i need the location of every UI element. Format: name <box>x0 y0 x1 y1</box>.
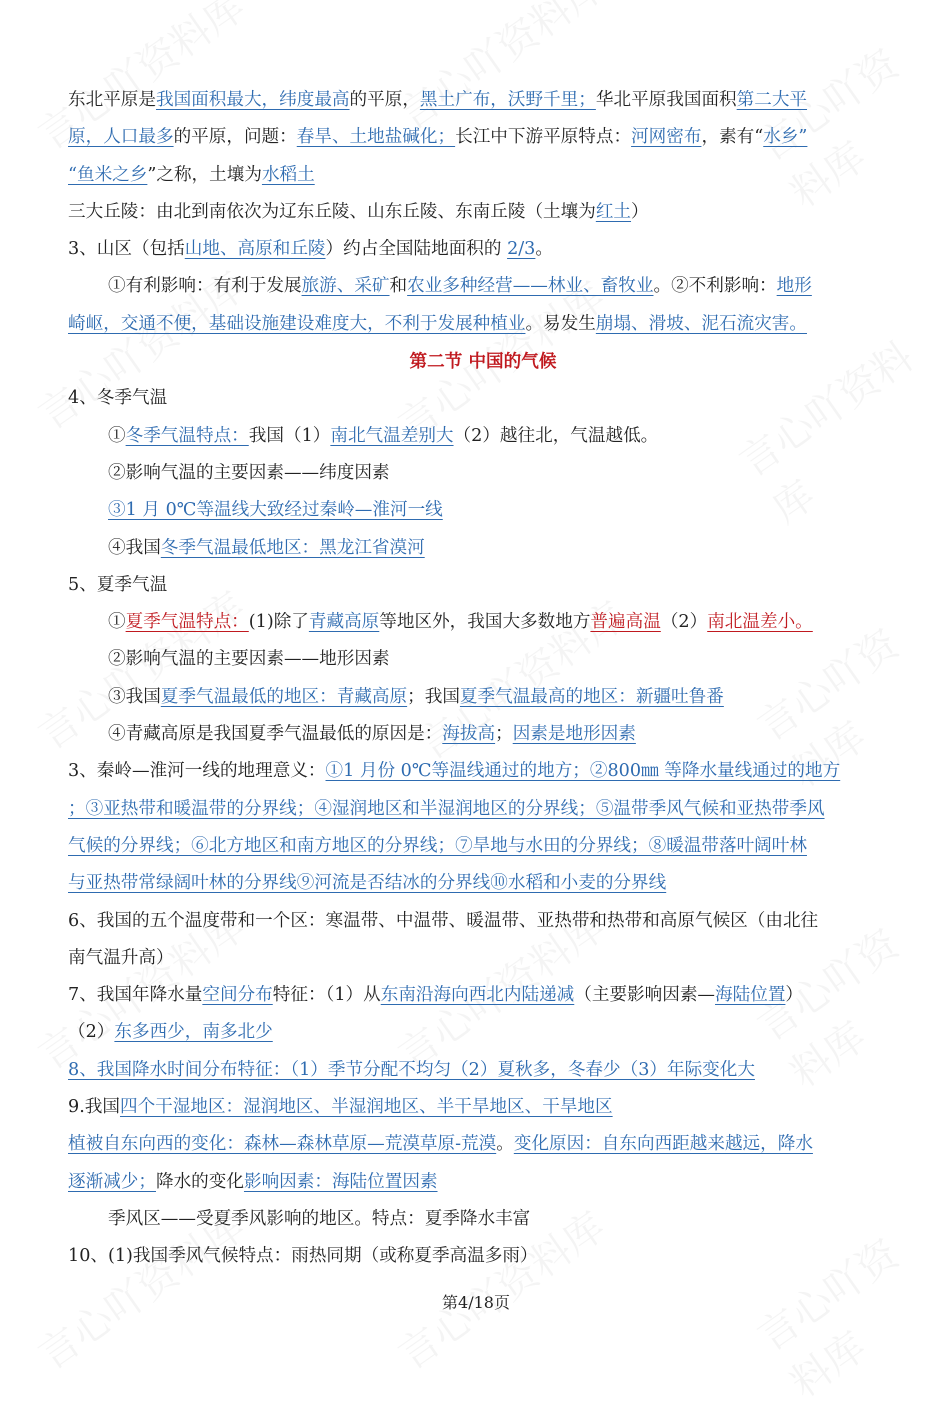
plain-text: 3、山区（包括 <box>68 239 185 260</box>
plain-text: 。 <box>496 1134 514 1155</box>
text-line <box>68 567 898 604</box>
plain-text: 9.我国 <box>68 1097 120 1118</box>
highlighted-key-point: 夏季气温最高的地区：新疆吐鲁番 <box>459 686 724 707</box>
highlighted-key-point: 冬季气温特点： <box>125 425 249 446</box>
text-line <box>68 791 898 828</box>
highlighted-key-point: 夏季气温特点： <box>125 612 249 633</box>
plain-text: 的平原，问题： <box>173 127 297 148</box>
heading-text: 第二节 中国的气候 <box>409 351 557 373</box>
plain-text: (1)除了 <box>248 612 309 633</box>
plain-text: 6、我国的五个温度带和一个区：寒温带、中温带、暖温带、亚热带和热带和高原气候区（由北往 <box>68 910 819 931</box>
plain-text: 长江中下游平原特点： <box>455 127 632 148</box>
text-line <box>68 268 898 305</box>
text-line <box>68 679 898 716</box>
highlighted-key-point: 冬季气温最低地区：黑龙江省漠河 <box>160 537 425 558</box>
plain-text: 降水的变化 <box>155 1171 244 1192</box>
highlighted-key-point: 南北气温差别大 <box>330 425 454 446</box>
text-line <box>68 1164 898 1201</box>
plain-text: ） <box>631 201 649 222</box>
highlighted-key-point: 旅游、采矿 <box>301 276 390 297</box>
highlighted-key-point: 8、我国降水时间分布特征：（1）季节分配不均匀（2）夏秋多，冬春少（3）年际变化大 <box>68 1059 755 1080</box>
plain-text: 的平原， <box>349 90 420 110</box>
plain-text: ① <box>108 612 126 633</box>
highlighted-key-point: 第二大平 <box>736 90 808 110</box>
text-line <box>68 865 898 902</box>
text-line <box>68 418 898 455</box>
section-heading <box>68 343 898 380</box>
plain-text: 5、夏季气温 <box>68 574 168 595</box>
highlighted-key-point: 气候的分界线；⑥北方地区和南方地区的分界线；⑦旱地与水田的分界线；⑧暖温带落叶阔叶林 <box>68 835 807 856</box>
text-line <box>68 903 898 940</box>
plain-text: 和 <box>389 276 408 297</box>
text-line <box>68 530 898 567</box>
highlighted-key-point: ；③亚热带和暖温带的分界线；④湿润地区和半湿润地区的分界线；⑤温带季风气候和亚热带季风 <box>68 798 825 819</box>
highlighted-key-point: 影响因素：海陆位置因素 <box>243 1171 438 1192</box>
plain-text: 华北平原我国面积 <box>595 90 737 110</box>
plain-text: ① <box>108 425 126 446</box>
plain-text: 。易发生 <box>525 313 596 334</box>
highlighted-key-point: 农业多种经营——林业、畜牧业 <box>407 276 654 297</box>
highlighted-key-point: 空间分布 <box>202 985 273 1006</box>
text-line <box>68 380 898 417</box>
plain-text: 季风区——受夏季风影响的地区。特点：夏季降水丰富 <box>108 1208 531 1229</box>
plain-text: ”之称，土壤为 <box>147 164 262 185</box>
highlighted-key-point: 我国面积最大，纬度最高 <box>155 90 350 110</box>
plain-text: ） <box>785 985 804 1006</box>
text-line <box>68 1052 898 1089</box>
plain-text: ②影响气温的主要因素——纬度因素 <box>108 462 390 483</box>
plain-text: 三大丘陵：由北到南依次为辽东丘陵、山东丘陵、东南丘陵（土壤为 <box>68 201 596 222</box>
text-line <box>68 157 898 194</box>
plain-text: ，素有“ <box>701 127 764 148</box>
plain-text: ； <box>495 724 513 745</box>
highlighted-key-point: 夏季气温最低的地区：青藏高原 <box>160 686 408 707</box>
highlighted-key-point: 崩塌、滑坡、泥石流灾害。 <box>595 313 807 334</box>
plain-text: （2）越往北，气温越低。 <box>453 425 659 446</box>
page-number: 第4/18页 <box>442 1293 510 1312</box>
text-line <box>68 306 898 343</box>
plain-text: ④青藏高原是我国夏季气温最低的原因是： <box>108 724 443 745</box>
highlighted-key-point: “鱼米之乡 <box>68 164 148 185</box>
highlighted-key-point: 青藏高原 <box>308 612 380 633</box>
text-line <box>68 977 898 1014</box>
plain-text: 我国（1） <box>248 425 331 446</box>
highlighted-key-point: 水稻土 <box>261 164 315 185</box>
plain-text: ②影响气温的主要因素——地形因素 <box>108 649 390 670</box>
highlighted-key-point: 与亚热带常绿阔叶林的分界线⑨河流是否结冰的分界线⑩水稻和小麦的分界线 <box>68 873 667 894</box>
text-line <box>68 716 898 753</box>
text-line <box>68 753 898 790</box>
highlighted-key-point: ③1 月 0℃等温线大致经过秦岭—淮河一线 <box>108 500 443 521</box>
highlighted-key-point: 水乡” <box>763 127 808 148</box>
highlighted-key-point: 东南沿海向西北内陆递减 <box>380 985 575 1006</box>
text-line <box>68 1201 898 1238</box>
plain-text: ；我国 <box>407 686 460 707</box>
highlighted-key-point: 原，人口最多 <box>68 127 174 148</box>
highlighted-key-point: 因素是地形因素 <box>512 724 636 745</box>
highlighted-key-point: 红土 <box>595 201 632 222</box>
text-line <box>68 194 898 231</box>
highlighted-key-point: 普遍高温 <box>590 612 661 633</box>
plain-text: 。②不利影响： <box>653 276 777 297</box>
text-line <box>68 492 898 529</box>
highlighted-key-point: 黑土广布，沃野千里； <box>419 90 596 110</box>
plain-text: 3、秦岭—淮河一线的地理意义： <box>68 761 326 782</box>
plain-text: ①有利影响：有利于发展 <box>108 276 302 297</box>
highlighted-key-point: ①1 月份 0℃等温线通过的地方；②800㎜ 等降水量线通过的地方 <box>325 761 841 782</box>
plain-text: 等地区外，我国大多数地方 <box>379 612 591 633</box>
highlighted-key-point: 四个干湿地区：湿润地区、半湿润地区、半干旱地区、干旱地区 <box>119 1097 613 1118</box>
highlighted-key-point: 海陆位置 <box>715 985 786 1006</box>
text-line <box>68 940 898 977</box>
text-line <box>68 231 898 268</box>
highlighted-key-point: 春旱、土地盐碱化； <box>296 127 456 148</box>
plain-text: ）约占全国陆地面积的 <box>325 239 508 260</box>
highlighted-key-point: 南北温差小。 <box>707 612 813 633</box>
plain-text: （2） <box>660 612 708 633</box>
text-line <box>68 828 898 865</box>
text-line <box>68 604 898 641</box>
text-line <box>68 1126 898 1163</box>
plain-text: （2） <box>68 1022 115 1043</box>
plain-text: 10、(1)我国季风气候特点：雨热同期（或称夏季高温多雨） <box>68 1246 538 1267</box>
highlighted-key-point: 逐渐减少； <box>68 1171 156 1192</box>
highlighted-key-point: 崎岖，交通不便，基础设施建设难度大，不利于发展种植业 <box>68 313 526 334</box>
plain-text: 7、我国年降水量 <box>68 985 203 1006</box>
plain-text: 。 <box>535 239 553 260</box>
text-line <box>68 641 898 678</box>
highlighted-key-point: 植被自东向西的变化：森林—森林草原—荒漠草原-荒漠 <box>68 1134 497 1155</box>
text-line <box>68 1238 898 1275</box>
plain-text: 特征：（1）从 <box>272 985 381 1006</box>
highlighted-key-point: 海拔高 <box>442 724 496 745</box>
plain-text: ③我国 <box>108 686 161 707</box>
highlighted-key-point: 变化原因：自东向西距越来越远，降水 <box>513 1134 813 1155</box>
text-line <box>68 1014 898 1051</box>
text-line <box>68 455 898 492</box>
document-body <box>68 82 898 1276</box>
plain-text: ④我国 <box>108 537 161 558</box>
text-line <box>68 82 898 119</box>
text-line <box>68 1089 898 1126</box>
plain-text: 4、冬季气温 <box>68 388 168 409</box>
highlighted-key-point: 2/3 <box>507 239 536 260</box>
plain-text: 东北平原是 <box>68 90 156 110</box>
plain-text: 南气温升高） <box>68 947 174 968</box>
highlighted-key-point: 东多西少，南多北少 <box>114 1022 273 1043</box>
highlighted-key-point: 山地、高原和丘陵 <box>184 239 326 260</box>
highlighted-key-point: 地形 <box>776 276 812 297</box>
highlighted-key-point: 河网密布 <box>631 127 702 148</box>
plain-text: （主要影响因素— <box>574 985 716 1006</box>
text-line <box>68 119 898 156</box>
